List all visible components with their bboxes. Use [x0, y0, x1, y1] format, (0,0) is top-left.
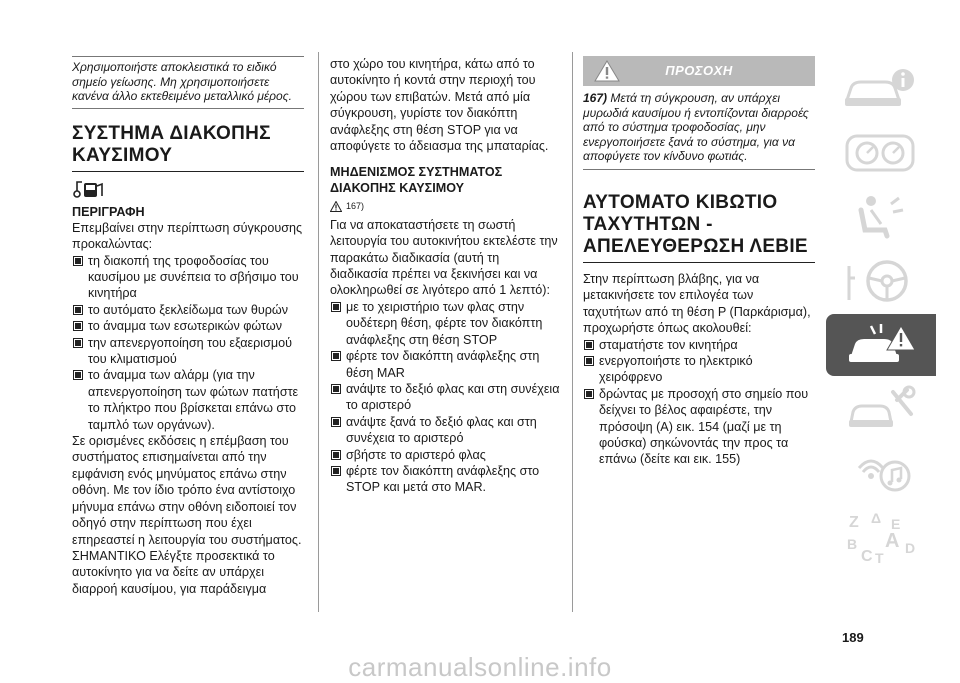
page-number: 189 [842, 630, 864, 645]
description-text: Επεμβαίνει στην περίπτωση σύγκρουσης προκαλώντας: [72, 220, 303, 252]
list-item: το άναμμα των αλάρμ (για την απενεργοποίηση των φώτων πατήστε το πλήκτρο που βρίσκεται επάνω στο ταμπλό των οργάνων). [72, 367, 304, 433]
seat-safety-icon [841, 192, 921, 242]
list-item: φέρτε τον διακόπτη ανάφλεξης στη θέση MAR [330, 348, 560, 381]
description-subheading: ΠΕΡΙΓΡΑΦΗ [72, 204, 145, 219]
column-divider [572, 52, 573, 612]
list-item: ενεργοποιήστε το ηλεκτρικό χειρόφρενο [583, 353, 815, 386]
index-letter: T [875, 550, 884, 565]
list-item: τη διακοπή της τροφοδοσίας του καυσίμου με συνέπεια το σβήσιμο του κινητήρα [72, 253, 304, 302]
watermark: carmanualsonline.info [348, 652, 612, 682]
warning-header [583, 56, 815, 86]
tab-maintenance[interactable] [826, 378, 936, 440]
index-letter: Z [849, 514, 859, 531]
dashboard-icon [841, 128, 921, 178]
index-letter: Δ [871, 510, 882, 526]
tab-dashboard[interactable] [826, 122, 936, 184]
column-3 [583, 56, 815, 468]
section-heading-gear-release: ΑΥΤΟΜΑΤΟ ΚΙΒΩΤΙΟ ΤΑΧΥΤΗΤΩΝ - ΑΠΕΛΕΥΘΕΡΩΣΗ ΛΕΒΙΕ [583, 192, 815, 263]
tab-car-info[interactable] [826, 58, 936, 120]
car-breakdown-icon [841, 320, 921, 370]
column-1 [72, 56, 304, 597]
list-item: το αυτόματο ξεκλείδωμα των θυρών [72, 302, 304, 318]
tab-emergency[interactable] [826, 314, 936, 376]
alphabet-index-icon [841, 509, 921, 565]
list-item: με το χειριστήριο των φλας στην ουδέτερη θέση, φέρτε τον διακόπτη ανάφλεξης στη θέση STOP [330, 299, 560, 348]
index-letter: A [885, 530, 900, 552]
list-item: το άναμμα των εσωτερικών φώτων [72, 318, 304, 334]
index-letter: C [861, 548, 873, 565]
index-letter: B [847, 536, 858, 552]
tab-multimedia[interactable] [826, 442, 936, 504]
warning-body: 167) Μετά τη σύγκρουση, αν υπάρχει μυρωδιά καυσίμου ή εντοπίζονται διαρροές από το σύστημα τροφοδοσίας, μην ενεργοποιήσετε ξανά το σύστημα, για να αποφύγετε τον κίνδυνο φωτιάς. [583, 86, 815, 170]
list-item: ανάψτε το δεξιό φλας και στη συνέχεια το αριστερό [330, 381, 560, 414]
warning-triangle-icon [593, 59, 621, 83]
paragraph: Στην περίπτωση βλάβης, για να μετακινήσετε τον επιλογέα των ταχυτήτων από τη θέση P (Παρκάρισμα), προχωρήστε όπως ακολουθεί: [583, 271, 811, 336]
column-2 [330, 56, 560, 496]
tab-driving[interactable] [826, 250, 936, 312]
index-letter: E [891, 516, 901, 532]
tab-safety[interactable] [826, 186, 936, 248]
list-item: δρώντας με προσοχή στο σημείο που δείχνει το βέλος αφαιρέστε, την πρόσοψη (A) εικ. 154 (μαζί με τη φούσκα) σηκώνοντάς την προς τα επάνω (δείτε και εικ. 155) [583, 386, 815, 468]
multimedia-icon [841, 448, 921, 498]
list-item: φέρτε τον διακόπτη ανάφλεξης στο STOP και μετά στο MAR. [330, 463, 560, 496]
list-item: σβήστε το αριστερό φλας [330, 447, 560, 463]
intro-note: Χρησιμοποιήστε αποκλειστικά το ειδικό σημείο γείωσης. Μη χρησιμοποιήσετε κανένα άλλο εκτεθειμένο μεταλλικό μέρος. [72, 56, 304, 109]
maintenance-icon [841, 384, 921, 434]
list-item: την απενεργοποίηση του εξαερισμού του κλιματισμού [72, 335, 304, 368]
fuel-cutoff-icon [72, 178, 304, 204]
reset-subheading: ΜΗΔΕΝΙΣΜΟΣ ΣΥΣΤΗΜΑΤΟΣ ΔΙΑΚΟΠΗΣ ΚΑΥΣΙΜΟΥ [330, 165, 503, 196]
paragraph: Για να αποκαταστήσετε τη σωστή λειτουργία του αυτοκινήτου εκτελέστε την παρακάτω διαδικασία (αυτή τη διαδικασία πρέπει να ξεκινήσει και να ολοκληρωθεί σε λιγότερο από 1 λεπτό): [330, 217, 558, 298]
paragraph: στο χώρο του κινητήρα, κάτω από το αυτοκίνητο ή κοντά στην περιοχή του χώρου των επιβατών. Μετά από μία σύγκρουση, γυρίστε τον διακόπτη ανάφλεξης στη θέση STOP για να αποφύγετε το άδειασμα της μπαταρίας. [330, 57, 549, 154]
list-item: σταματήστε τον κινητήρα [583, 337, 815, 353]
paragraph: ΣΗΜΑΝΤΙΚΟ Ελέγξτε προσεκτικά το αυτοκίνητο για να δείτε αν υπάρχει διαρροή καυσίμου, για παράδειγμα [72, 548, 275, 596]
warning-title: ΠΡΟΣΟΧΗ [665, 62, 733, 78]
warning-reference[interactable]: 167) [330, 198, 364, 214]
column-divider [318, 52, 319, 612]
paragraph: Σε ορισμένες εκδόσεις η επέμβαση του συστήματος επισημαίνεται από την εμφάνιση ενός μηνύματος επάνω στην οθόνη. Με τον ίδιο τρόπο ένα αντίστοιχο μήνυμα επάνω στην οθόνη ειδοποιεί τον οδηγό στην περίπτωση που έχει επηρεαστεί η λειτουργία του συστήματος. [72, 434, 302, 547]
section-heading-fuel-cutoff: ΣΥΣΤΗΜΑ ΔΙΑΚΟΠΗΣ ΚΑΥΣΙΜΟΥ [72, 123, 304, 172]
car-info-icon [841, 64, 921, 114]
warning-triangle-icon [330, 201, 342, 212]
steering-wheel-icon [841, 256, 921, 306]
index-letter: D [905, 540, 916, 556]
tab-index[interactable] [826, 506, 936, 568]
chapter-sidebar [826, 58, 936, 570]
list-item: ανάψτε ξανά το δεξιό φλας και στη συνέχεια το αριστερό [330, 414, 560, 447]
